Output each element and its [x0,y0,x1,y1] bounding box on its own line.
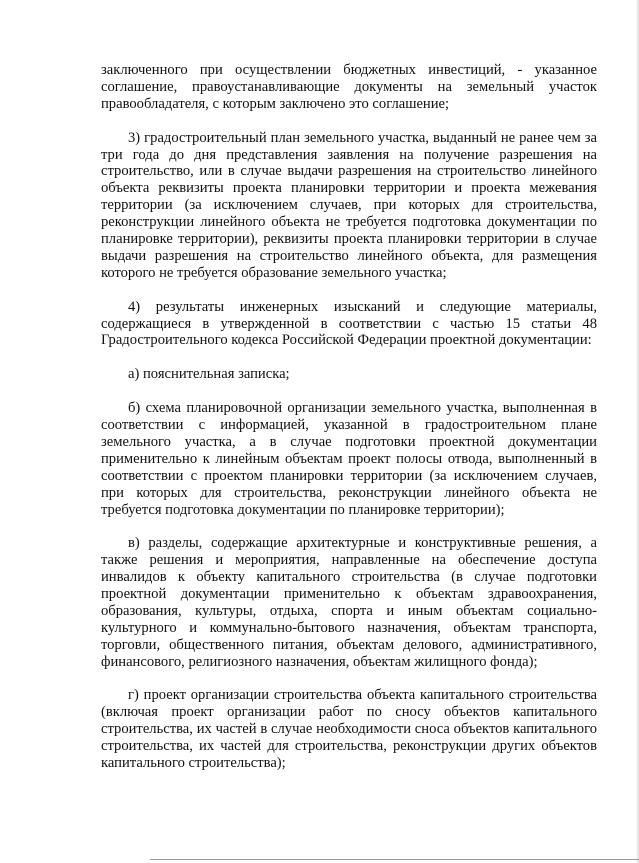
document-body [101,62,597,789]
paragraph: а) пояснительная записка; [128,366,290,383]
paragraph: г) проект организации строительства объекта капитального строительства (включая проект организации работ по сносу объектов капитального строительства, их частей в случае необходимости сноса объектов капитального строительства, их частей для строительства, реконструкции других объектов капитального строительства); [101,687,597,772]
paragraph: б) схема планировочной организации земельного участка, выполненная в соответствии с информацией, указанной в градостроительном плане земельного участка, а в случае подготовки проектной документации применительно к линейным объектам проект полосы отвода, выполненный в соответствии с проектом планировки территории (за исключением случаев, при которых для строительства, реконструкции линейного объекта не требуется подготовка документации по планировке территории); [101,400,597,518]
paragraph: 3) градостроительный план земельного участка, выданный не ранее чем за три года до дня представления заявления на получение разрешения на строительство, или в случае выдачи разрешения на строительство линейного объекта реквизиты проекта планировки территории и проекта межевания территории (за исключением случаев, при которых для строительства, реконструкции линейного объекта не требуется подготовка документации по планировке территории), реквизиты проекта планировки территории в случае выдачи разрешения на строительство линейного объекта, для размещения которого не требуется образование земельного участка; [101,129,597,281]
paragraph: заключенного при осуществлении бюджетных инвестиций, - указанное соглашение, правоустанавливающие документы на земельный участок правообладателя, с которым заключено это соглашение; [101,62,597,112]
scan-edge-line [150,859,639,860]
paragraph: в) разделы, содержащие архитектурные и конструктивные решения, а также решения и мероприятия, направленные на обеспечение доступа инвалидов к объекту капитального строительства (в случае подготовки проектной документации применительно к объектам здравоохранения, образования, культуры, отдыха, спорта и иным объектам социально-культурного и коммунально-бытового назначения, объектам транспорта, торговли, общественного питания, объектам делового, административного, финансового, религиозного назначения, объектам жилищного фонда); [101,535,597,670]
paragraph: 4) результаты инженерных изысканий и следующие материалы, содержащиеся в утвержденной в соответствии с частью 15 статьи 48 Градостроительного кодекса Российской Федерации проектной документации: [101,298,597,349]
